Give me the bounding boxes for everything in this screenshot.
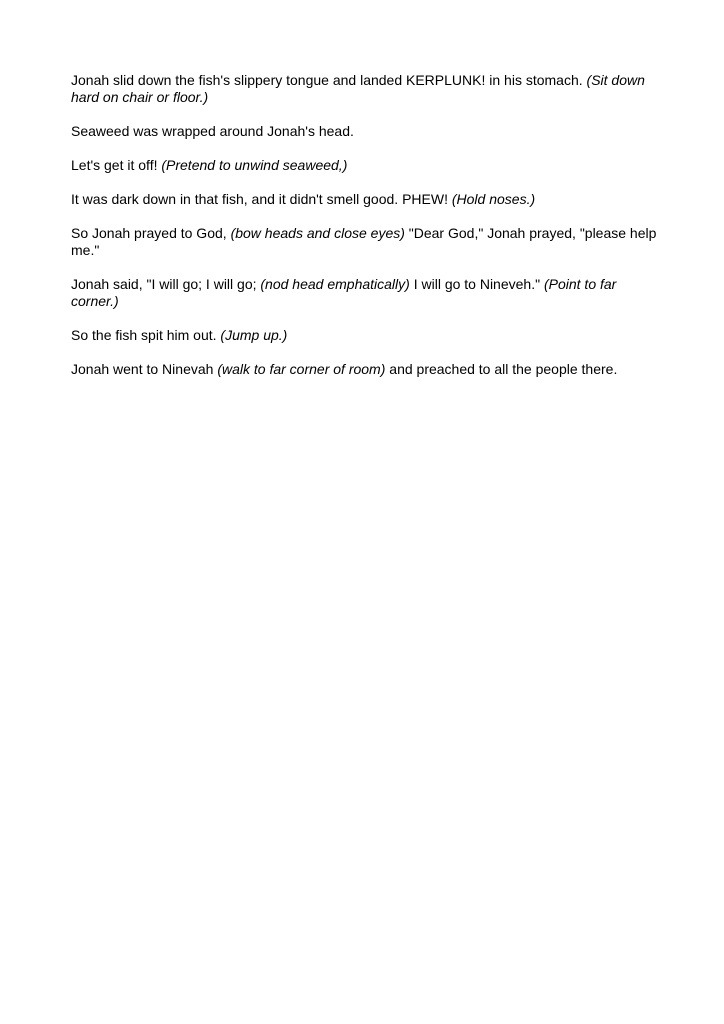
- paragraph-fish-stomach: [71, 72, 661, 106]
- stage-direction: (nod head emphatically): [260, 276, 410, 292]
- text-segment: Jonah slid down the fish's slippery tongue and landed KERPLUNK! in his stomach.: [71, 72, 587, 88]
- stage-direction: (Jump up.): [220, 327, 288, 343]
- stage-direction: (Sit down hard on chair or floor.): [71, 72, 645, 105]
- stage-direction: (walk to far corner of room): [217, 361, 386, 377]
- text-segment: Seaweed was wrapped around Jonah's head.: [71, 123, 354, 139]
- text-segment: Jonah went to Ninevah: [71, 361, 218, 377]
- text-segment: So the fish spit him out.: [71, 327, 221, 343]
- paragraph-i-will-go: [71, 276, 661, 310]
- paragraph-preached: [71, 361, 661, 378]
- text-segment: So Jonah prayed to God,: [71, 225, 231, 241]
- text-segment: Jonah said, "I will go; I will go;: [71, 276, 261, 292]
- paragraph-spit-out: [71, 327, 661, 344]
- text-segment: I will go to Nineveh.": [409, 276, 544, 292]
- text-segment: and preached to all the people there.: [385, 361, 618, 377]
- stage-direction: (Hold noses.): [451, 191, 536, 207]
- paragraph-get-it-off: [71, 157, 661, 174]
- paragraph-dark-fish: [71, 191, 661, 208]
- stage-direction: (Pretend to unwind seaweed,): [161, 157, 348, 173]
- paragraph-seaweed: [71, 123, 661, 140]
- document-page: [71, 72, 661, 395]
- text-segment: "Dear God," Jonah prayed, "please help me.": [71, 225, 657, 258]
- text-segment: It was dark down in that fish, and it didn't smell good. PHEW!: [71, 191, 452, 207]
- stage-direction: (bow heads and close eyes): [230, 225, 405, 241]
- stage-direction: (Point to far corner.): [71, 276, 617, 309]
- paragraph-prayer: [71, 225, 661, 259]
- text-segment: Let's get it off!: [71, 157, 162, 173]
